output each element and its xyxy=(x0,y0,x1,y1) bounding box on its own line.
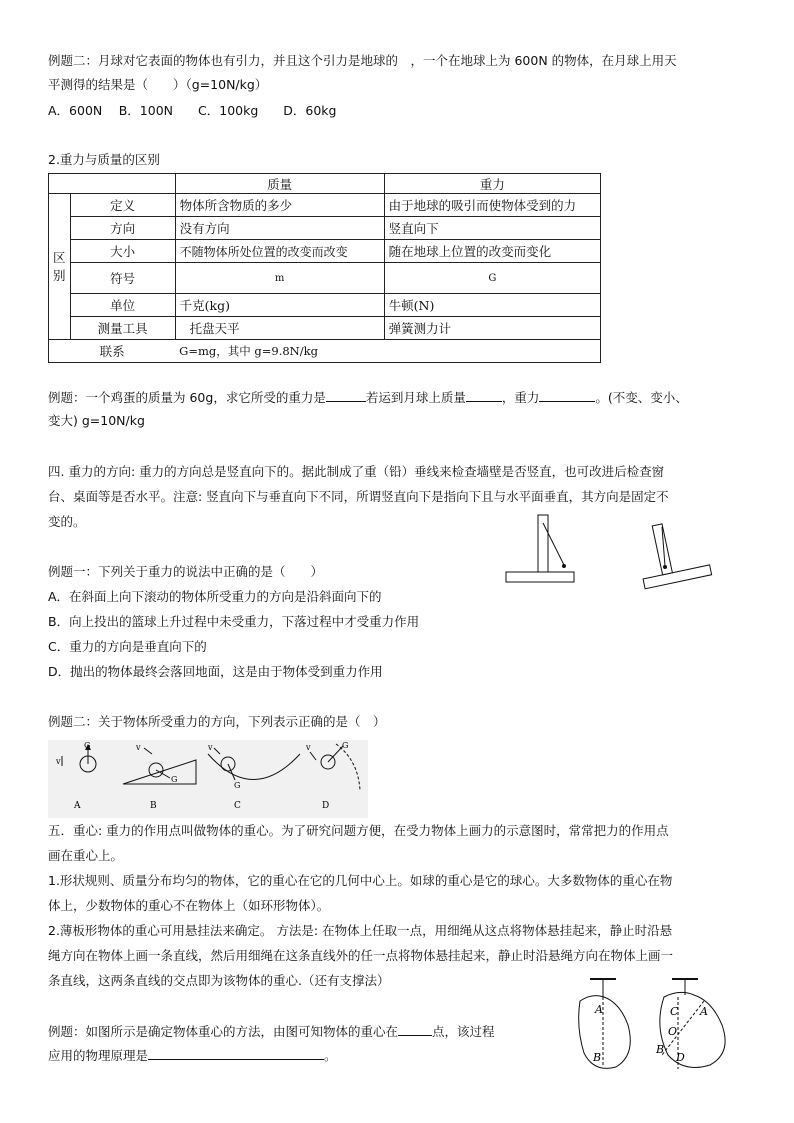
cell-gravity: G xyxy=(384,263,600,294)
link-label: 联系 xyxy=(49,340,176,363)
cg-text-1: 例题：如图所示是确定物体重心的方法，由图可知物体的重心在 xyxy=(48,1024,399,1039)
row-label: 方向 xyxy=(70,217,175,240)
row-label: 测量工具 xyxy=(70,317,175,340)
cell-mass: 物体所含物质的多少 xyxy=(175,194,384,217)
ex2-line1: 例题二：月球对它表面的物体也有引力，并且这个引力是地球的 ，一个在地球上为 600N 的物体，在月球上用天 xyxy=(48,53,677,68)
q1-option-c: C．重力的方向是垂直向下的 xyxy=(48,639,207,654)
velocity-label: v xyxy=(208,743,213,752)
cell-mass: 托盘天平 xyxy=(175,317,384,340)
velocity-label: v xyxy=(56,757,61,766)
cg-line1 xyxy=(48,1022,495,1041)
cell-mass: 不随物体所处位置的改变而改变 xyxy=(175,240,384,263)
answer-blank[interactable] xyxy=(539,388,595,402)
point-label: D xyxy=(676,1051,685,1064)
header-mass: 质量 xyxy=(175,174,384,194)
point-label: A xyxy=(595,1003,603,1016)
ex2-line2: 平测得的结果是（ ）（g=10N/kg） xyxy=(48,77,268,92)
cg-text-4: 。 xyxy=(324,1048,337,1063)
point-label: B xyxy=(656,1043,665,1056)
cell-mass: 没有方向 xyxy=(175,217,384,240)
section4-line2: 台、桌面等是否水平。注意: 竖直向下与垂直向下不同，所谓竖直向下是指向下且与水平面垂直，其方向是固定不 xyxy=(48,489,669,504)
cell-mass: m xyxy=(175,263,384,294)
q1-option-b: B．向上投出的篮球上升过程中未受重力，下落过程中才受重力作用 xyxy=(48,614,420,629)
force-label: G xyxy=(84,741,91,750)
force-label: G xyxy=(342,741,349,750)
section5-line2: 画在重心上。 xyxy=(48,848,124,863)
section5-p2c: 条直线，这两条直线的交点即为该物体的重心.（还有支撑法） xyxy=(48,973,390,988)
cg-line2 xyxy=(48,1046,337,1065)
egg-line1 xyxy=(48,388,688,407)
group-label: 区 别 xyxy=(49,194,71,340)
cell-gravity: 由于地球的吸引而使物体受到的力 xyxy=(384,194,600,217)
answer-blank[interactable] xyxy=(398,1022,432,1036)
point-label: A xyxy=(700,1005,708,1018)
section4-line1: 四. 重力的方向: 重力的方向总是竖直向下的。据此制成了重（铅）垂线来检查墙壁是否竖直，也可改进后检查窗 xyxy=(48,464,665,479)
answer-blank[interactable] xyxy=(148,1046,324,1060)
section5-p1b: 体上，少数物体的重心不在物体上（如环形物体）。 xyxy=(48,898,330,913)
option-label: B xyxy=(150,801,157,811)
cell-mass: 千克(kg) xyxy=(175,294,384,317)
point-label: B xyxy=(593,1051,602,1064)
section5-line1: 五．重心: 重力的作用点叫做物体的重心。为了研究问题方便，在受力物体上画力的示意图时，常常把力的作用点 xyxy=(48,823,669,838)
cell-gravity: 牛顿(N) xyxy=(384,294,600,317)
answer-blank[interactable] xyxy=(326,388,366,402)
row-label: 定义 xyxy=(70,194,175,217)
mass-gravity-table xyxy=(48,173,601,363)
link-value: G=mg，其中 g=9.8N/kg xyxy=(175,340,600,363)
q1-option-d: D．抛出的物体最终会落回地面，这是由于物体受到重力作用 xyxy=(48,664,383,679)
option-label: A xyxy=(74,801,81,811)
egg-text-3: ，重力 xyxy=(501,390,540,405)
egg-text-4: 。(不变、变小、 xyxy=(595,390,688,405)
egg-text-2: 若运到月球上质量 xyxy=(365,390,466,405)
section2-title: 2.重力与质量的区别 xyxy=(48,152,160,167)
point-label: O xyxy=(668,1025,678,1038)
plumb-line-figure xyxy=(502,510,722,598)
q1-option-a: A．在斜面上向下滚动的物体所受重力的方向是沿斜面向下的 xyxy=(48,589,382,604)
option-label: C xyxy=(234,801,241,811)
cell-gravity: 弹簧测力计 xyxy=(384,317,600,340)
option-label: D xyxy=(322,801,330,811)
header-gravity: 重力 xyxy=(384,174,600,194)
section5-p2a: 2.薄板形物体的重心可用悬挂法来确定。 方法是: 在物体上任取一点，用细绳从这点将物体悬挂起来，静止时沿悬 xyxy=(48,923,673,938)
point-label: C xyxy=(670,1005,679,1018)
section4-line3: 变的。 xyxy=(48,514,86,529)
row-label: 符号 xyxy=(70,263,175,294)
force-label: G xyxy=(171,775,178,784)
q2-stem: 例题二：关于物体所受重力的方向，下列表示正确的是（ ） xyxy=(48,714,386,729)
table-corner xyxy=(49,174,176,194)
q1-stem: 例题一：下列关于重力的说法中正确的是（ ） xyxy=(48,564,324,579)
row-label: 单位 xyxy=(70,294,175,317)
section5-p1a: 1.形状规则、质量分布均匀的物体，它的重心在它的几何中心上。如球的重心是它的球心。大多数物体的重心在物 xyxy=(48,873,673,888)
velocity-label: v xyxy=(136,743,141,752)
egg-text-1: 例题：一个鸡蛋的质量为 60g，求它所受的重力是 xyxy=(48,390,326,405)
section5-p2b: 绳方向在物体上画一条直线，然后用细绳在这条直线外的任一点将物体悬挂起来，静止时沿悬绳方向在物体上画一 xyxy=(48,948,674,963)
cell-gravity: 随在地球上位置的改变而变化 xyxy=(384,240,600,263)
force-label: G xyxy=(234,781,241,790)
egg-line2: 变大) g=10N/kg xyxy=(48,413,145,428)
ex2-options: A．600N B．100N C．100kg D．60kg xyxy=(48,103,337,118)
answer-blank[interactable] xyxy=(466,388,502,402)
suspension-method-figure xyxy=(572,975,744,1078)
row-label: 大小 xyxy=(70,240,175,263)
cg-text-3: 应用的物理原理是 xyxy=(48,1048,149,1063)
cell-gravity: 竖直向下 xyxy=(384,217,600,240)
velocity-label: v xyxy=(306,743,311,752)
gravity-direction-options xyxy=(48,740,368,821)
cg-text-2: 点，该过程 xyxy=(432,1024,495,1039)
